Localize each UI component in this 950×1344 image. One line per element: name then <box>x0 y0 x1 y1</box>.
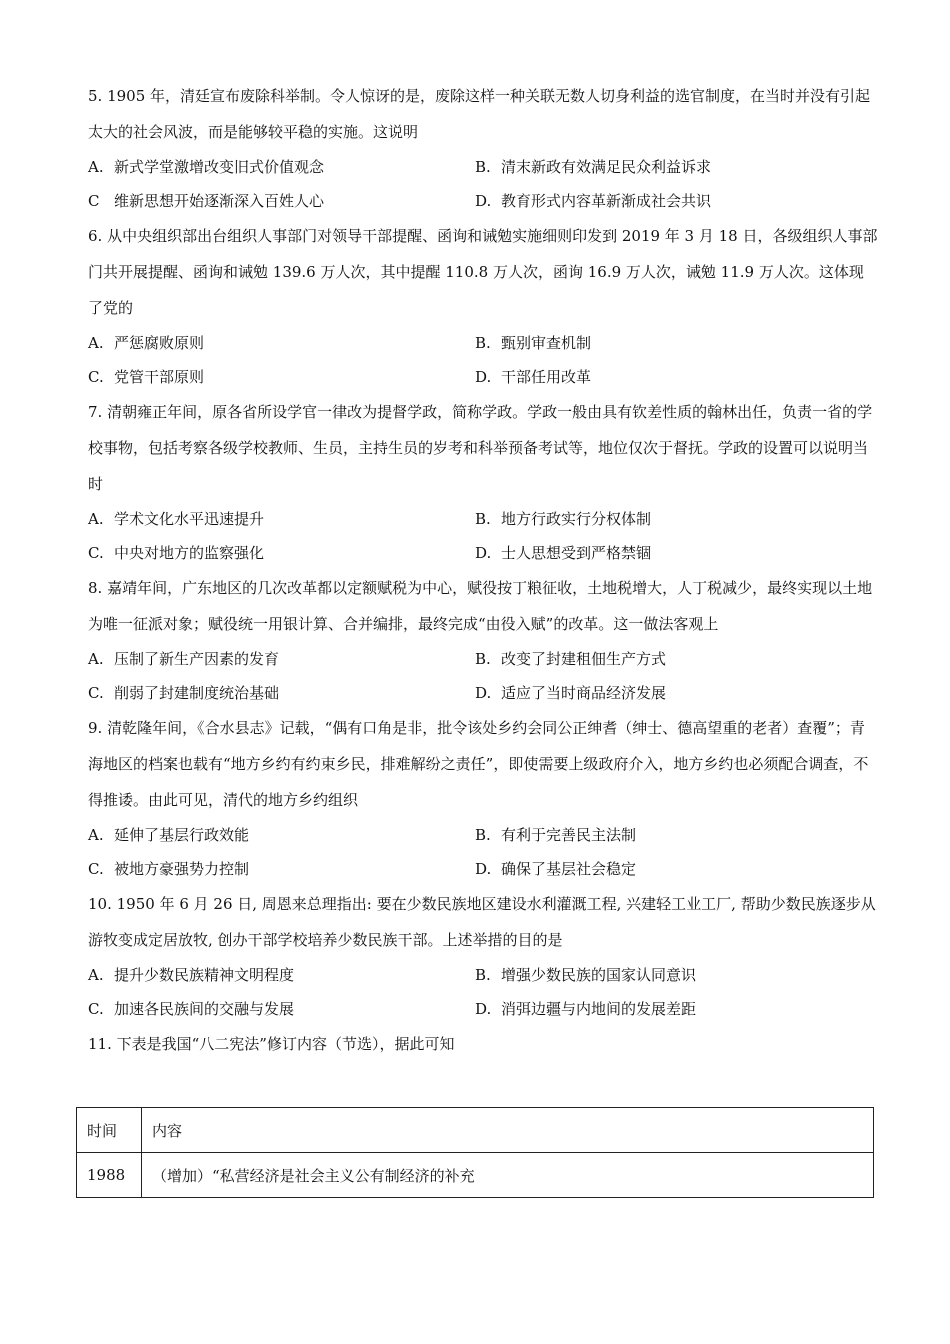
option-list <box>88 502 878 570</box>
option-text: 清末新政有效满足民众利益诉求 <box>501 158 712 176</box>
option-text: 适应了当时商品经济发展 <box>501 684 667 702</box>
option-c[interactable] <box>88 360 475 394</box>
option-text: 被地方豪强势力控制 <box>114 860 250 878</box>
table-row <box>77 1153 874 1198</box>
option-text: 提升少数民族精神文明程度 <box>114 966 295 984</box>
question-10 <box>88 886 878 1026</box>
table-header-cell: 时间 <box>77 1108 142 1153</box>
option-a[interactable] <box>88 642 475 676</box>
question-5 <box>88 78 878 218</box>
option-d[interactable] <box>475 992 875 1026</box>
question-8 <box>88 570 878 710</box>
option-c[interactable] <box>88 184 475 218</box>
option-letter: A. <box>88 334 104 352</box>
option-letter: A. <box>88 966 104 984</box>
option-text: 加速各民族间的交融与发展 <box>114 1000 295 1018</box>
option-b[interactable] <box>475 150 875 184</box>
option-list <box>88 150 878 218</box>
option-text: 教育形式内容革新渐成社会共识 <box>501 192 712 210</box>
question-stem: 6. 从中央组织部出台组织人事部门对领导干部提醒、函询和诫勉实施细则印发到 2019 年 3 月 18 日，各级组织人事部门共开展提醒、函询和诫勉 139.6 万人次，其中提醒 110.8 万人次，函询 16.9 万人次，诫勉 11.9 万人次。这体现了党的 <box>88 227 878 317</box>
option-letter: D. <box>475 684 492 702</box>
option-letter: B. <box>475 510 491 528</box>
question-stem: 10. 1950 年 6 月 26 日, 周恩来总理指出: 要在少数民族地区建设水利灌溉工程, 兴建轻工业工厂, 帮助少数民族逐步从游牧变成定居放牧, 创办干部学校培养少数民族干部。上述举措的目的是 <box>88 895 876 949</box>
option-letter: C <box>88 192 100 210</box>
option-text: 干部任用改革 <box>501 368 592 386</box>
option-text: 地方行政实行分权体制 <box>501 510 652 528</box>
option-letter: C. <box>88 1000 104 1018</box>
option-letter: D. <box>475 860 492 878</box>
option-b[interactable] <box>475 502 875 536</box>
option-text: 新式学堂激增改变旧式价值观念 <box>114 158 325 176</box>
option-a[interactable] <box>88 818 475 852</box>
option-text: 士人思想受到严格禁锢 <box>501 544 652 562</box>
option-list <box>88 818 878 886</box>
table-cell: 1988 <box>77 1153 142 1198</box>
option-c[interactable] <box>88 536 475 570</box>
option-text: 增强少数民族的国家认同意识 <box>501 966 697 984</box>
option-letter: B. <box>475 158 491 176</box>
question-11 <box>88 1026 878 1062</box>
question-stem: 9. 清乾隆年间，《合水县志》记载，“偶有口角是非，批令该处乡约会同公正绅耆（绅士、德高望重的老者）查覆”；青海地区的档案也载有“地方乡约有约束乡民，排难解纷之责任”，即使需要上级政府介入，地方乡约也必须配合调查，不得推诿。由此可见，清代的地方乡约组织 <box>88 719 869 809</box>
option-c[interactable] <box>88 992 475 1026</box>
question-stem: 8. 嘉靖年间，广东地区的几次改革都以定额赋税为中心，赋役按丁粮征收，土地税增大，人丁税减少，最终实现以土地为唯一征派对象；赋役统一用银计算、合并编排，最终完成“由役入赋”的改革。这一做法客观上 <box>88 579 873 633</box>
option-text: 党管干部原则 <box>114 368 205 386</box>
option-text: 压制了新生产因素的发育 <box>114 650 280 668</box>
option-text: 甄别审查机制 <box>501 334 592 352</box>
constitution-amendment-table <box>76 1107 874 1198</box>
option-letter: C. <box>88 684 104 702</box>
option-letter: B. <box>475 826 491 844</box>
option-c[interactable] <box>88 676 475 710</box>
table-header-row <box>77 1108 874 1153</box>
option-d[interactable] <box>475 676 875 710</box>
option-a[interactable] <box>88 326 475 360</box>
option-a[interactable] <box>88 958 475 992</box>
option-letter: D. <box>475 368 492 386</box>
option-letter: C. <box>88 544 104 562</box>
option-letter: C. <box>88 860 104 878</box>
option-b[interactable] <box>475 326 875 360</box>
option-letter: A. <box>88 826 104 844</box>
option-letter: B. <box>475 650 491 668</box>
option-a[interactable] <box>88 150 475 184</box>
option-letter: C. <box>88 368 104 386</box>
option-list <box>88 326 878 394</box>
table-header-cell: 内容 <box>142 1108 874 1153</box>
option-text: 确保了基层社会稳定 <box>501 860 637 878</box>
option-letter: D. <box>475 192 492 210</box>
option-text: 严惩腐败原则 <box>114 334 205 352</box>
option-d[interactable] <box>475 184 875 218</box>
option-letter: A. <box>88 650 104 668</box>
question-list <box>88 78 878 1062</box>
option-letter: D. <box>475 1000 492 1018</box>
question-6 <box>88 218 878 394</box>
option-b[interactable] <box>475 818 875 852</box>
option-text: 有利于完善民主法制 <box>501 826 637 844</box>
option-d[interactable] <box>475 536 875 570</box>
table-cell: （增加）“私营经济是社会主义公有制经济的补充 <box>142 1153 874 1198</box>
option-list <box>88 642 878 710</box>
option-text: 学术文化水平迅速提升 <box>114 510 265 528</box>
question-9 <box>88 710 878 886</box>
option-letter: A. <box>88 158 104 176</box>
question-7 <box>88 394 878 570</box>
option-text: 延伸了基层行政效能 <box>114 826 250 844</box>
option-list <box>88 958 878 1026</box>
option-d[interactable] <box>475 360 875 394</box>
option-letter: A. <box>88 510 104 528</box>
option-b[interactable] <box>475 642 875 676</box>
option-text: 改变了封建租佃生产方式 <box>501 650 667 668</box>
question-stem: 5. 1905 年，清廷宣布废除科举制。令人惊讶的是，废除这样一种关联无数人切身利益的选官制度，在当时并没有引起太大的社会风波，而是能够较平稳的实施。这说明 <box>88 87 871 141</box>
option-letter: B. <box>475 334 491 352</box>
question-stem: 11. 下表是我国“八二宪法”修订内容（节选），据此可知 <box>88 1035 455 1053</box>
option-text: 中央对地方的监察强化 <box>114 544 265 562</box>
option-text: 维新思想开始逐渐深入百姓人心 <box>114 192 325 210</box>
option-text: 削弱了封建制度统治基础 <box>114 684 280 702</box>
option-letter: D. <box>475 544 492 562</box>
option-text: 消弭边疆与内地间的发展差距 <box>501 1000 697 1018</box>
option-letter: B. <box>475 966 491 984</box>
option-a[interactable] <box>88 502 475 536</box>
option-c[interactable] <box>88 852 475 886</box>
question-stem: 7. 清朝雍正年间，原各省所设学官一律改为提督学政，简称学政。学政一般由具有钦差性质的翰林出任，负责一省的学校事物，包括考察各级学校教师、生员，主持生员的岁考和科举预备考试等，地位仅次于督抚。学政的设置可以说明当时 <box>88 403 873 493</box>
option-b[interactable] <box>475 958 875 992</box>
option-d[interactable] <box>475 852 875 886</box>
